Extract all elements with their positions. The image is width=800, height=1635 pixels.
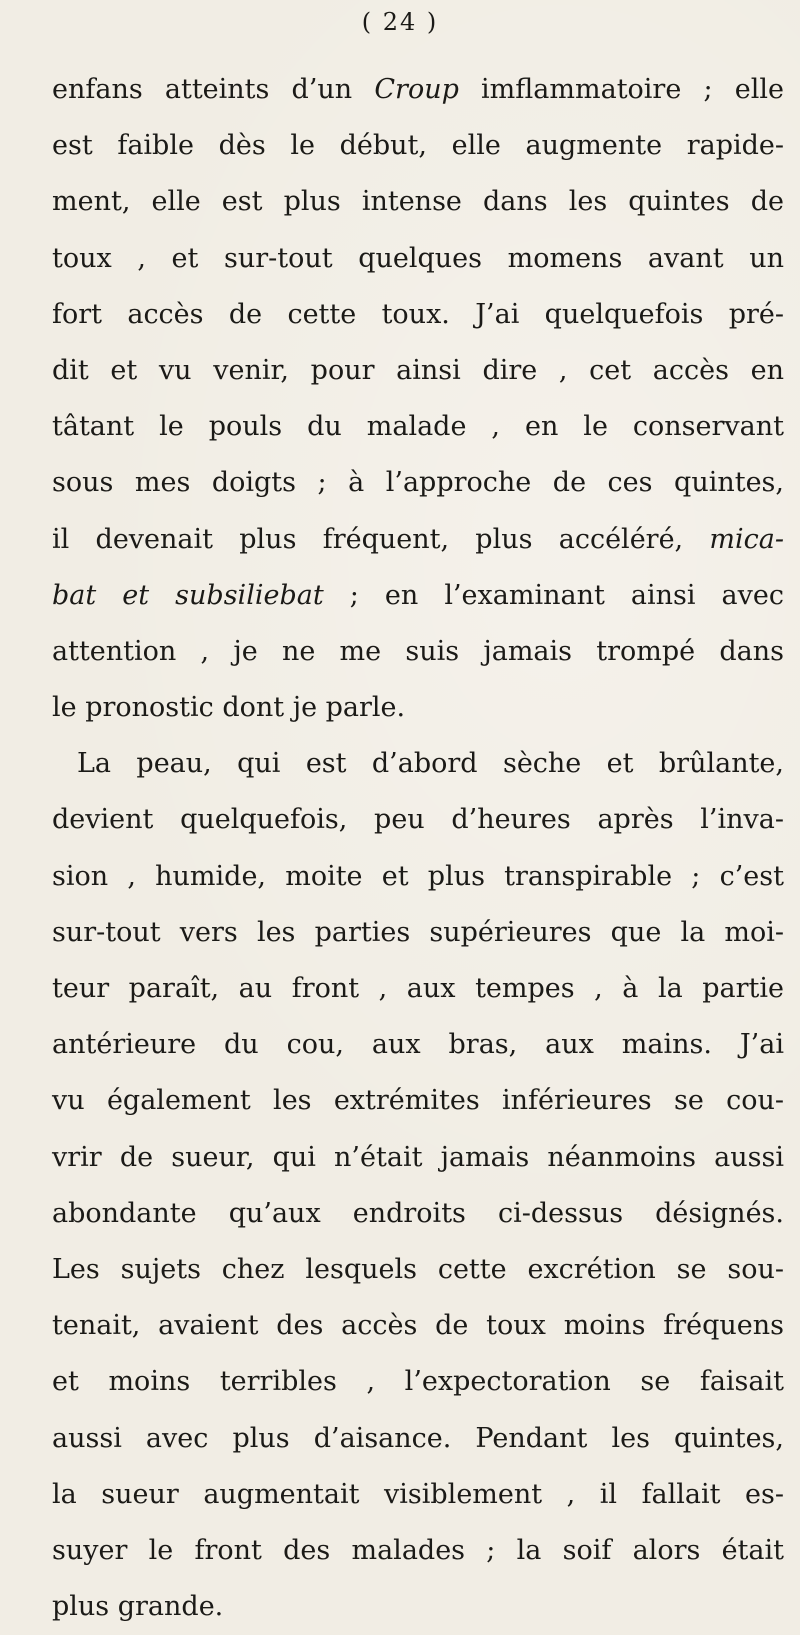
paragraph-end-line: le pronostic dont je parle. xyxy=(52,692,406,724)
text-line: devient quelquefois, peu d’heures après l’inva- xyxy=(52,804,784,836)
text-line: vrir de sueur, qui n’était jamais néanmoins aussi xyxy=(52,1141,784,1173)
text-line: abondante qu’aux endroits ci-dessus désignés. xyxy=(52,1197,784,1229)
paragraph-start-line: La peau, qui est d’abord sèche et brûlante, xyxy=(77,748,784,780)
text-line: teur paraît, au front , aux tempes , à la partie xyxy=(52,973,784,1004)
text-line: il devenait plus fréquent, plus accéléré, mica- xyxy=(52,523,784,555)
text-line: suyer le front des malades ; la soif alors était xyxy=(52,1534,784,1566)
text-line: tenait, avaient des accès de toux moins fréquens xyxy=(52,1310,784,1342)
text-line: est faible dès le début, elle augmente rapide- xyxy=(52,130,784,162)
page-number: ( 24 ) xyxy=(361,8,439,36)
text-line: sur-tout vers les parties supérieures que la moi- xyxy=(52,916,784,948)
page-body xyxy=(52,62,784,1635)
paragraph-end-line: plus grande. xyxy=(52,1591,224,1623)
text-line: enfans atteints d’un Croup imflammatoire ; elle xyxy=(52,74,784,105)
text-line: la sueur augmentait visiblement , il fallait es- xyxy=(52,1478,784,1510)
text-line: antérieure du cou, aux bras, aux mains. J’ai xyxy=(52,1029,784,1061)
text-line: dit et vu venir, pour ainsi dire , cet accès en xyxy=(52,354,784,386)
text-line: sion , humide, moite et plus transpirable ; c’est xyxy=(52,860,784,892)
text-line: ment, elle est plus intense dans les quintes de xyxy=(52,186,784,218)
text-line: toux , et sur-tout quelques momens avant un xyxy=(52,242,784,274)
text-line: et moins terribles , l’expectoration se faisait xyxy=(52,1366,784,1398)
text-line: tâtant le pouls du malade , en le conservant xyxy=(52,411,784,443)
text-line: attention , je ne me suis jamais trompé dans xyxy=(52,635,784,667)
text-line: sous mes doigts ; à l’approche de ces quintes, xyxy=(52,467,784,499)
text-line: aussi avec plus d’aisance. Pendant les quintes, xyxy=(52,1422,784,1454)
text-line: vu également les extrémites inférieures se cou- xyxy=(52,1085,784,1117)
text-line: Les sujets chez lesquels cette excrétion se sou- xyxy=(52,1253,784,1285)
text-line: bat et subsiliebat ; en l’examinant ainsi avec xyxy=(52,579,784,611)
text-line: fort accès de cette toux. J’ai quelquefois pré- xyxy=(52,298,784,330)
